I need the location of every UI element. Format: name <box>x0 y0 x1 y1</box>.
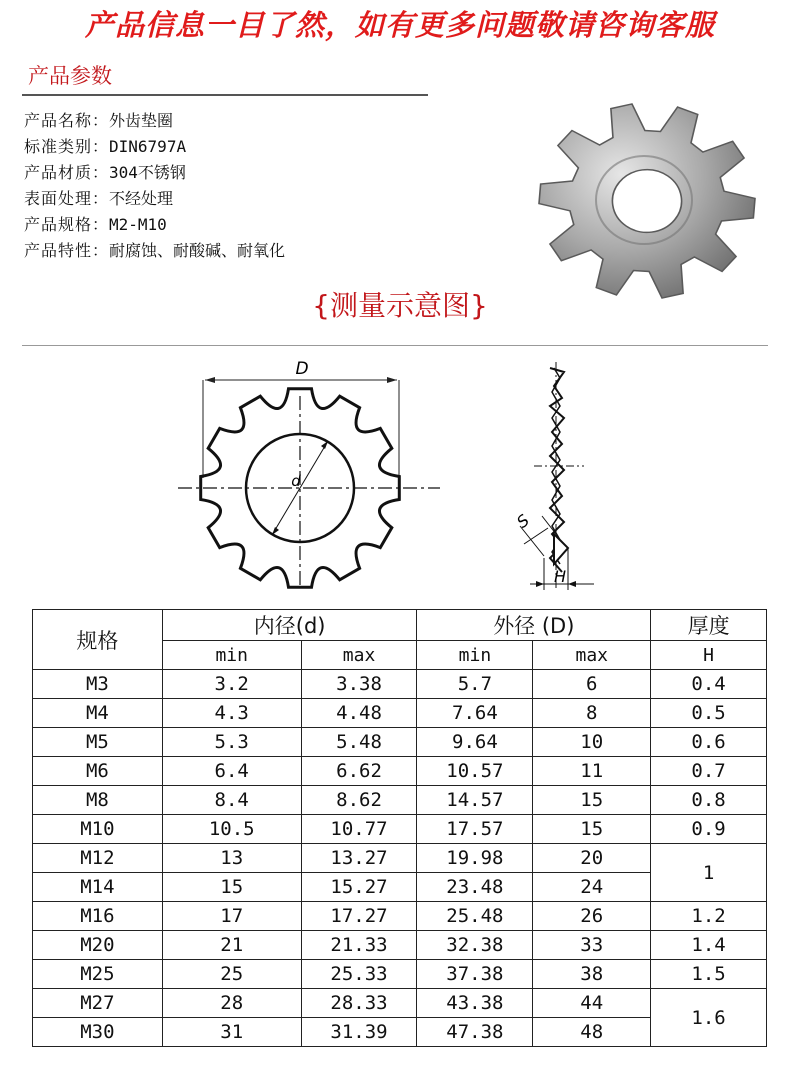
cell-inner-max: 31.39 <box>301 1018 417 1047</box>
cell-inner-min: 13 <box>162 844 301 873</box>
table-row <box>33 670 767 699</box>
cell-thickness: 0.5 <box>651 699 767 728</box>
cell-thickness: 0.4 <box>651 670 767 699</box>
info-value: 不经处理 <box>109 189 174 208</box>
cell-thickness: 0.6 <box>651 728 767 757</box>
cell-outer-max: 24 <box>533 873 651 902</box>
cell-thickness: 1 <box>651 844 767 902</box>
cell-inner-min: 28 <box>162 989 301 1018</box>
table-row <box>33 902 767 931</box>
cell-spec: M16 <box>33 902 163 931</box>
cell-spec: M6 <box>33 757 163 786</box>
cell-thickness: 0.7 <box>651 757 767 786</box>
info-row-material <box>24 160 285 186</box>
cell-inner-max: 5.48 <box>301 728 417 757</box>
cell-inner-max: 3.38 <box>301 670 417 699</box>
table-row <box>33 989 767 1018</box>
cell-thickness: 1.6 <box>651 989 767 1047</box>
cell-outer-min: 9.64 <box>417 728 533 757</box>
header-outer-diameter: 外径 (D) <box>417 610 651 641</box>
info-key: 产品规格： <box>24 215 110 234</box>
cell-outer-max: 11 <box>533 757 651 786</box>
cell-inner-min: 25 <box>162 960 301 989</box>
cell-inner-min: 15 <box>162 873 301 902</box>
cell-inner-min: 3.2 <box>162 670 301 699</box>
info-key: 产品材质： <box>24 163 110 182</box>
label-inner-diameter: d <box>291 472 301 490</box>
cell-inner-max: 8.62 <box>301 786 417 815</box>
table-row <box>33 786 767 815</box>
cell-spec: M12 <box>33 844 163 873</box>
table-row <box>33 815 767 844</box>
info-value: DIN6797A <box>109 137 187 156</box>
cell-outer-max: 6 <box>533 670 651 699</box>
cell-spec: M4 <box>33 699 163 728</box>
cell-inner-min: 17 <box>162 902 301 931</box>
cell-outer-min: 47.38 <box>417 1018 533 1047</box>
cell-outer-min: 5.7 <box>417 670 533 699</box>
cell-outer-min: 37.38 <box>417 960 533 989</box>
cell-inner-max: 28.33 <box>301 989 417 1018</box>
product-info-list <box>24 108 285 264</box>
info-key: 表面处理： <box>24 189 110 208</box>
cell-outer-max: 48 <box>533 1018 651 1047</box>
cell-thickness: 1.2 <box>651 902 767 931</box>
info-row-standard <box>24 134 285 160</box>
info-row-surface <box>24 186 285 212</box>
cell-outer-max: 10 <box>533 728 651 757</box>
cell-spec: M27 <box>33 989 163 1018</box>
cell-outer-min: 25.48 <box>417 902 533 931</box>
table-row <box>33 960 767 989</box>
cell-inner-min: 4.3 <box>162 699 301 728</box>
label-tooth-width: S <box>512 510 533 532</box>
cell-inner-min: 8.4 <box>162 786 301 815</box>
cell-spec: M5 <box>33 728 163 757</box>
info-value: 耐腐蚀、耐酸碱、耐氧化 <box>109 241 286 260</box>
info-value: 304不锈钢 <box>109 163 186 182</box>
subheader-outer-min: min <box>417 641 533 670</box>
info-row-size <box>24 212 285 238</box>
cell-spec: M8 <box>33 786 163 815</box>
table-row <box>33 844 767 873</box>
cell-inner-max: 17.27 <box>301 902 417 931</box>
table-row <box>33 728 767 757</box>
cell-inner-max: 15.27 <box>301 873 417 902</box>
cell-outer-min: 17.57 <box>417 815 533 844</box>
cell-outer-max: 20 <box>533 844 651 873</box>
subheader-inner-min: min <box>162 641 301 670</box>
cell-spec: M30 <box>33 1018 163 1047</box>
header-thickness: 厚度 <box>651 610 767 641</box>
cell-thickness: 0.8 <box>651 786 767 815</box>
info-key: 标准类别： <box>24 137 110 156</box>
table-row <box>33 699 767 728</box>
subheader-inner-max: max <box>301 641 417 670</box>
cell-inner-max: 4.48 <box>301 699 417 728</box>
cell-spec: M20 <box>33 931 163 960</box>
washer-product-photo <box>532 96 762 306</box>
cell-inner-min: 10.5 <box>162 815 301 844</box>
section-title: 产品参数 <box>28 64 112 88</box>
cell-thickness: 0.9 <box>651 815 767 844</box>
cell-spec: M14 <box>33 873 163 902</box>
cell-thickness: 1.5 <box>651 960 767 989</box>
table-row <box>33 931 767 960</box>
cell-outer-min: 43.38 <box>417 989 533 1018</box>
subheader-outer-max: max <box>533 641 651 670</box>
header-inner-diameter: 内径(d) <box>162 610 417 641</box>
cell-inner-min: 21 <box>162 931 301 960</box>
header-spec: 规格 <box>33 610 163 670</box>
cell-outer-min: 10.57 <box>417 757 533 786</box>
cell-spec: M25 <box>33 960 163 989</box>
cell-outer-max: 44 <box>533 989 651 1018</box>
cell-outer-max: 38 <box>533 960 651 989</box>
washer-side-view-diagram <box>504 358 600 594</box>
cell-inner-max: 13.27 <box>301 844 417 873</box>
cell-outer-min: 23.48 <box>417 873 533 902</box>
cell-spec: M10 <box>33 815 163 844</box>
cell-outer-max: 33 <box>533 931 651 960</box>
cell-inner-max: 10.77 <box>301 815 417 844</box>
cell-thickness: 1.4 <box>651 931 767 960</box>
cell-outer-min: 7.64 <box>417 699 533 728</box>
cell-outer-max: 26 <box>533 902 651 931</box>
info-value: 外齿垫圈 <box>109 111 174 130</box>
cell-outer-max: 15 <box>533 815 651 844</box>
cell-spec: M3 <box>33 670 163 699</box>
info-row-feature <box>24 238 285 264</box>
spec-table <box>32 609 767 1047</box>
measure-diagram-title: {测量示意图} <box>312 289 488 322</box>
cell-outer-max: 15 <box>533 786 651 815</box>
table-row <box>33 757 767 786</box>
subheader-thickness-h: H <box>651 641 767 670</box>
info-key: 产品名称： <box>24 111 110 130</box>
cell-inner-min: 5.3 <box>162 728 301 757</box>
banner-title: 产品信息一目了然，如有更多问题敬请咨询客服 <box>84 8 715 42</box>
section-divider <box>22 94 428 96</box>
label-thickness: H <box>554 567 567 586</box>
cell-inner-min: 31 <box>162 1018 301 1047</box>
cell-inner-max: 21.33 <box>301 931 417 960</box>
measure-divider <box>22 345 768 346</box>
info-value: M2-M10 <box>109 215 167 234</box>
cell-outer-min: 19.98 <box>417 844 533 873</box>
info-row-name <box>24 108 285 134</box>
cell-outer-min: 14.57 <box>417 786 533 815</box>
washer-front-view-diagram <box>178 358 440 590</box>
cell-outer-max: 8 <box>533 699 651 728</box>
label-outer-diameter: D <box>295 359 309 379</box>
cell-inner-max: 6.62 <box>301 757 417 786</box>
cell-inner-min: 6.4 <box>162 757 301 786</box>
cell-inner-max: 25.33 <box>301 960 417 989</box>
cell-outer-min: 32.38 <box>417 931 533 960</box>
info-key: 产品特性： <box>24 241 110 260</box>
